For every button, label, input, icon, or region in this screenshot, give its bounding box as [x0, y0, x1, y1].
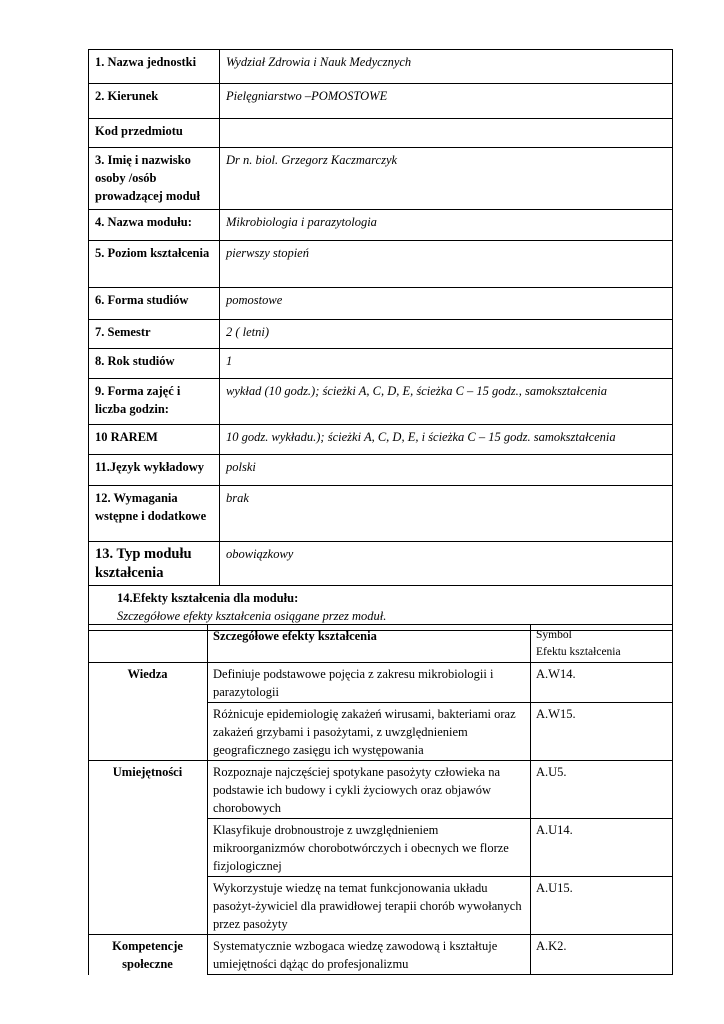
outcome-row: [89, 703, 673, 761]
outcome-symbol: A.K2.: [531, 935, 673, 975]
value-module-name: Mikrobiologia i parazytologia: [220, 210, 673, 241]
label-requirements: 12. Wymagania wstępne i dodatkowe: [89, 486, 220, 542]
outcome-row: [89, 663, 673, 703]
group-knowledge: Wiedza: [89, 663, 208, 703]
label-study-form: 6. Forma studiów: [89, 288, 220, 320]
row-field: [89, 84, 673, 119]
row-unit: [89, 50, 673, 84]
outcome-row: [89, 819, 673, 877]
label-module-name: 4. Nazwa modułu:: [89, 210, 220, 241]
value-language: polski: [220, 455, 673, 486]
group-skills-cont: [89, 877, 208, 935]
outcome-row: [89, 935, 673, 975]
outcome-text: Wykorzystuje wiedzę na temat funkcjonowania układu pasożyt-żywiciel dla prawidłowej terapii chorób wywołanych przez pasożyty: [208, 877, 531, 935]
row-year: [89, 349, 673, 379]
value-module-type: obowiązkowy: [220, 542, 673, 586]
label-unit: 1. Nazwa jednostki: [89, 50, 220, 84]
outcomes-header-symbol: [531, 625, 673, 663]
outcome-symbol: A.U5.: [531, 761, 673, 819]
row-rarem: [89, 425, 673, 455]
outcome-text: Różnicuje epidemiologię zakażeń wirusami, bakteriami oraz zakażeń grzybami i pasożytami, z uwzględnieniem geograficznego zasięgu ich występowania: [208, 703, 531, 761]
label-class-form: 9. Forma zajęć i liczba godzin:: [89, 379, 220, 425]
label-teacher: 3. Imię i nazwisko osoby /osób prowadzącej moduł: [89, 148, 220, 210]
row-study-form: [89, 288, 673, 320]
label-year: 8. Rok studiów: [89, 349, 220, 379]
label-language: 11.Język wykładowy: [89, 455, 220, 486]
outcomes-header-title: Szczegółowe efekty kształcenia: [208, 625, 531, 663]
row-course-code: [89, 119, 673, 148]
label-level: 5. Poziom kształcenia: [89, 241, 220, 288]
learning-outcomes-table: [88, 624, 673, 975]
group-social-competences: Kompetencje społeczne: [89, 935, 208, 975]
value-teacher: Dr n. biol. Grzegorz Kaczmarczyk: [220, 148, 673, 210]
label-module-type: 13. Typ modułu kształcenia: [89, 542, 220, 586]
row-module-name: [89, 210, 673, 241]
symbol-header-line2: Efektu kształcenia: [536, 646, 621, 658]
outcome-text: Klasyfikuje drobnoustroje z uwzględnieniem mikroorganizmów chorobotwórczych i obecnych we florze fizjologicznej: [208, 819, 531, 877]
outcome-symbol: A.U15.: [531, 877, 673, 935]
value-class-form: wykład (10 godz.); ścieżki A, C, D, E, ścieżka C – 15 godz., samokształcenia: [220, 379, 673, 425]
group-knowledge-cont: [89, 703, 208, 761]
outcome-symbol: A.U14.: [531, 819, 673, 877]
value-semester: 2 ( letni): [220, 320, 673, 349]
outcome-row: [89, 877, 673, 935]
row-class-form: [89, 379, 673, 425]
value-level: pierwszy stopień: [220, 241, 673, 288]
value-requirements: brak: [220, 486, 673, 542]
outcome-text: Rozpoznaje najczęściej spotykane pasożyty człowieka na podstawie ich budowy i cykli życiowych oraz objawów chorobowych: [208, 761, 531, 819]
group-skills: Umiejętności: [89, 761, 208, 819]
row-level: [89, 241, 673, 288]
outcome-text: Systematycznie wzbogaca wiedzę zawodową i kształtuje umiejętności dążąc do profesjonalizmu: [208, 935, 531, 975]
row-teacher: [89, 148, 673, 210]
value-rarem: 10 godz. wykładu.); ścieżki A, C, D, E, i ścieżka C – 15 godz. samokształcenia: [220, 425, 673, 455]
group-skills-cont: [89, 819, 208, 877]
outcome-row: [89, 761, 673, 819]
value-course-code: [220, 119, 673, 148]
outcome-symbol: A.W14.: [531, 663, 673, 703]
value-unit: Wydział Zdrowia i Nauk Medycznych: [220, 50, 673, 84]
outcomes-header-empty: [89, 625, 208, 663]
outcome-symbol: A.W15.: [531, 703, 673, 761]
row-language: [89, 455, 673, 486]
label-field: 2. Kierunek: [89, 84, 220, 119]
effects-subtitle: Szczegółowe efekty kształcenia osiągane przez moduł.: [117, 609, 387, 623]
symbol-header-line1: Symbol: [536, 629, 572, 641]
value-year: 1: [220, 349, 673, 379]
effects-title: 14.Efekty kształcenia dla modułu:: [117, 591, 299, 605]
row-semester: [89, 320, 673, 349]
outcome-text: Definiuje podstawowe pojęcia z zakresu mikrobiologii i parazytologii: [208, 663, 531, 703]
row-requirements: [89, 486, 673, 542]
module-info-table: [88, 49, 673, 631]
label-course-code: Kod przedmiotu: [89, 119, 220, 148]
value-study-form: pomostowe: [220, 288, 673, 320]
row-module-type: [89, 542, 673, 586]
label-semester: 7. Semestr: [89, 320, 220, 349]
label-rarem: 10 RAREM: [89, 425, 220, 455]
value-field: Pielęgniarstwo –POMOSTOWE: [220, 84, 673, 119]
outcomes-header-row: [89, 625, 673, 663]
